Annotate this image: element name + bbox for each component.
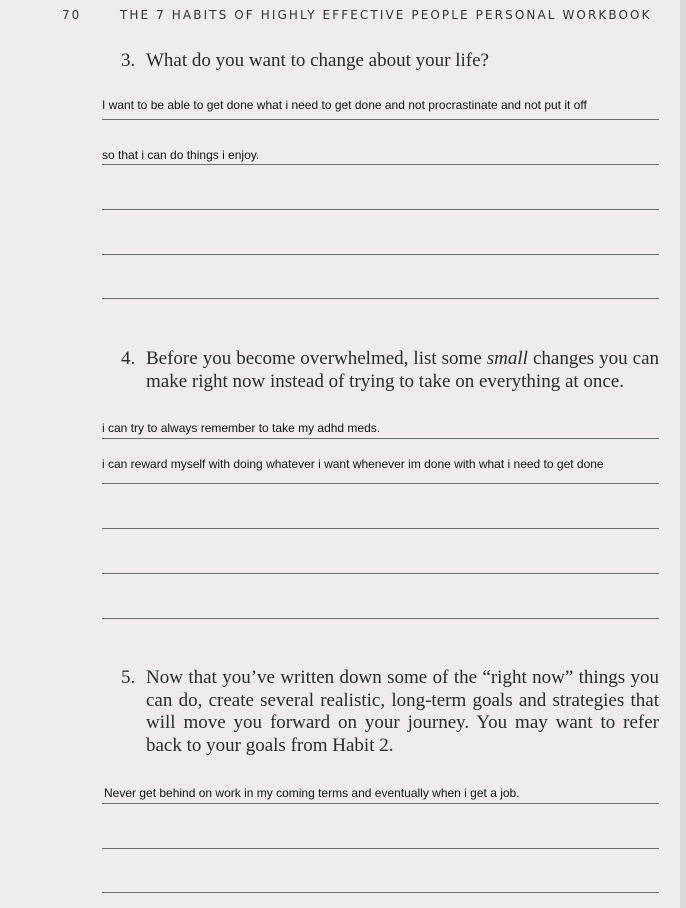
page-number: 70 — [62, 8, 82, 22]
page-edge-shadow — [680, 0, 686, 908]
answer-line[interactable] — [102, 298, 659, 299]
answer-line[interactable] — [102, 892, 659, 893]
question-3-number: 3. — [121, 50, 136, 71]
answer-line[interactable] — [102, 618, 659, 619]
running-title: THE 7 HABITS OF HIGHLY EFFECTIVE PEOPLE PERSONAL WORKBOOK — [120, 8, 652, 22]
question-4-answer-2[interactable]: i can reward myself with doing whatever i want whenever im done with what i need to get done — [102, 457, 604, 471]
question-4-answer-1[interactable]: i can try to always remember to take my adhd meds. — [102, 421, 381, 435]
question-5-text: Now that you’ve written down some of the “right now” things you can do, create several realistic, long-term goals and strategies that will move you forward on your journey. You may want to refer back to your goals from Habit 2. — [146, 667, 659, 756]
question-5 — [121, 667, 659, 757]
question-3-answer-2[interactable]: so that i can do things i enjoy. — [102, 148, 260, 162]
answer-line — [102, 438, 659, 439]
answer-line[interactable] — [102, 209, 659, 210]
question-4-number: 4. — [121, 348, 136, 369]
question-3 — [121, 50, 659, 73]
question-3-text: What do you want to change about your life? — [146, 50, 489, 71]
answer-line — [102, 483, 659, 484]
emphasis-small: small — [486, 348, 528, 369]
question-3-answer-1[interactable]: I want to be able to get done what i need to get done and not procrastinate and not put it off — [102, 98, 587, 112]
question-4 — [121, 348, 659, 393]
question-5-answer-1[interactable]: Never get behind on work in my coming terms and eventually when i get a job. — [104, 786, 520, 800]
answer-line — [102, 164, 659, 165]
question-4-text: Before you become overwhelmed, list some small changes you can make right now instead of trying to take on everything at once. — [146, 348, 660, 392]
answer-line — [102, 119, 659, 120]
answer-line — [102, 803, 659, 804]
answer-line[interactable] — [102, 254, 659, 255]
answer-line[interactable] — [102, 528, 659, 529]
answer-line[interactable] — [102, 573, 659, 574]
answer-line[interactable] — [102, 848, 659, 849]
question-5-number: 5. — [121, 667, 136, 688]
